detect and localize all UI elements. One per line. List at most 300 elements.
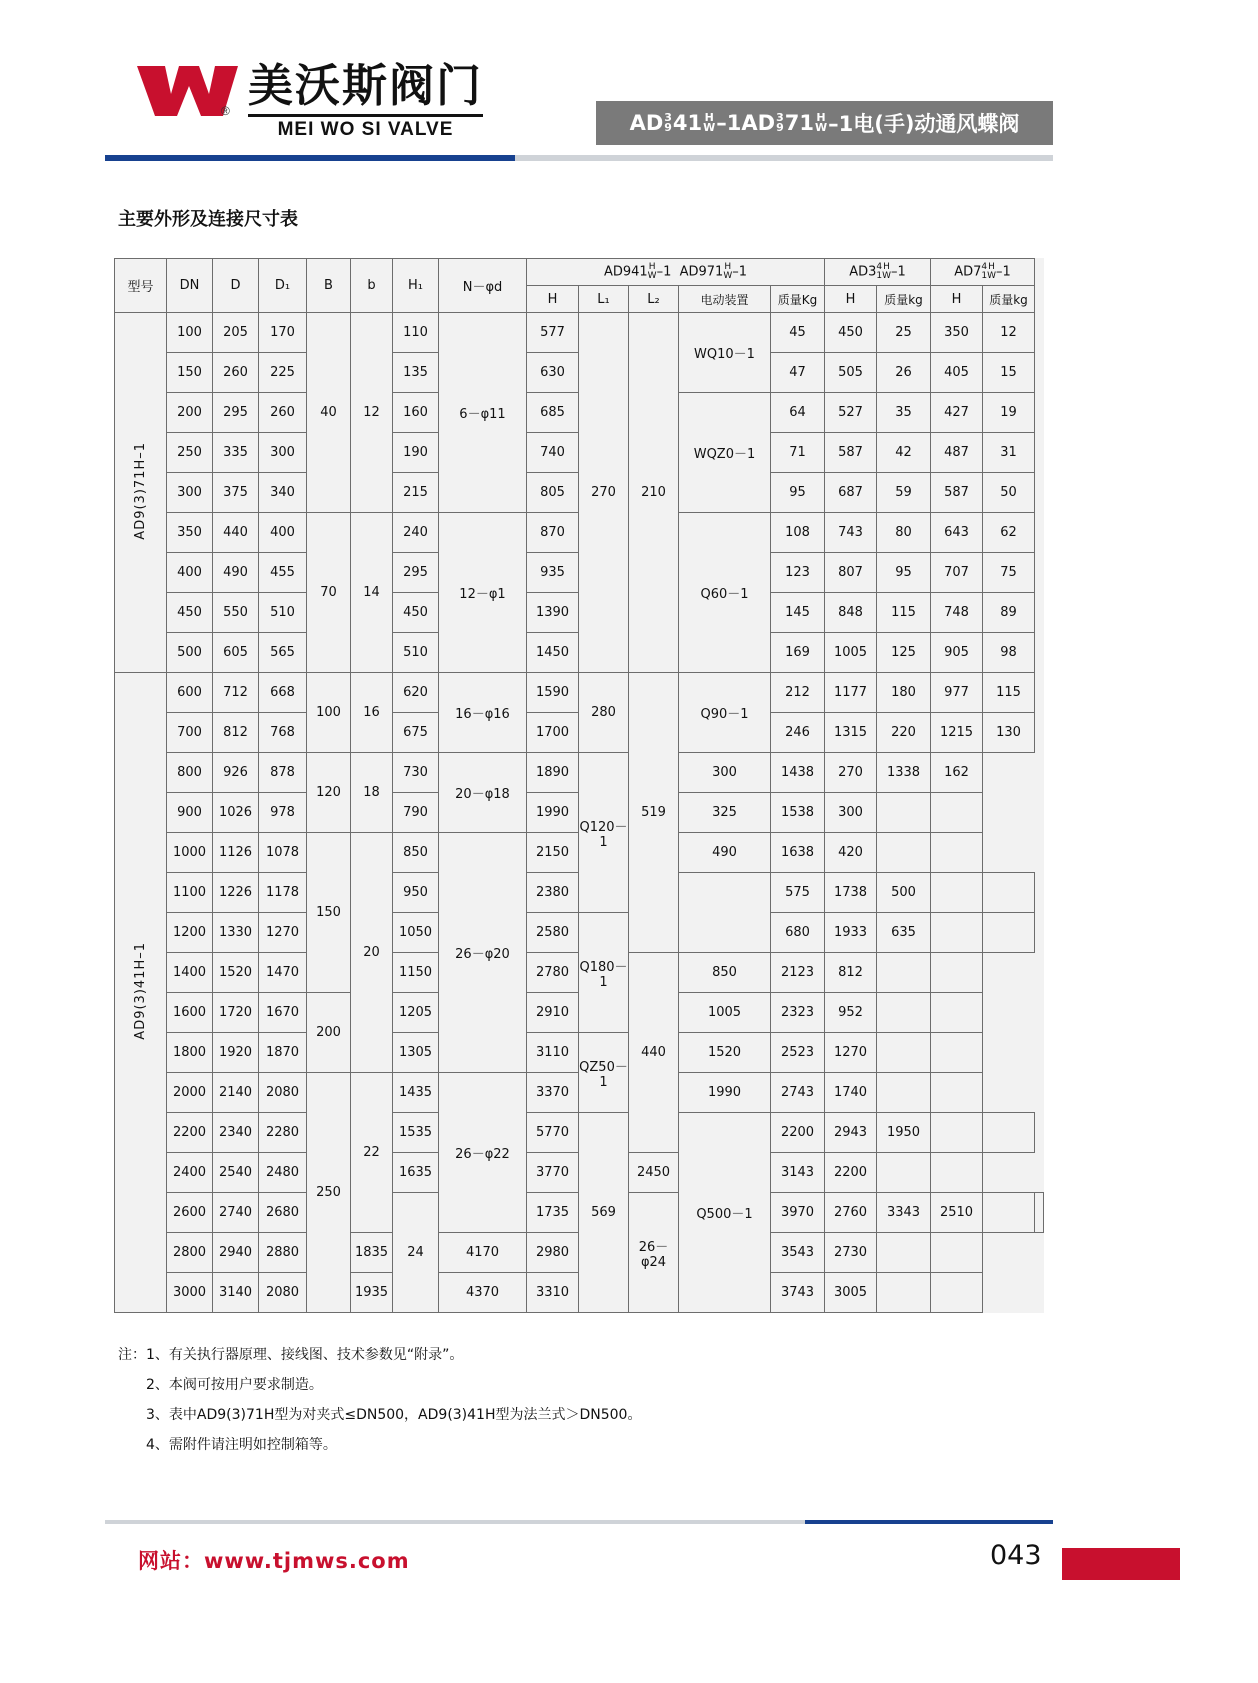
cell-mass1: 95 — [771, 473, 825, 513]
cell-h: 1390 — [527, 593, 579, 633]
note-4: 4、需附件请注明如控制箱等。 — [146, 1437, 337, 1453]
cell-d: 2740 — [213, 1193, 259, 1233]
cell-d1: 2480 — [259, 1153, 307, 1193]
cell-mass1: 64 — [771, 393, 825, 433]
cell-nd: 20－φ18 — [439, 753, 527, 833]
cell-h2: 1005 — [825, 633, 877, 673]
cell-mass3: 162 — [931, 753, 983, 793]
cell-dn: 3000 — [167, 1273, 213, 1313]
section-title: 主要外形及连接尺寸表 — [118, 209, 298, 230]
footer-divider — [105, 1520, 1053, 1524]
cell-h3: 427 — [931, 393, 983, 433]
cell-h2: 3743 — [771, 1273, 825, 1313]
th-group-ad371: AD3 4 1 H W –1 — [825, 259, 931, 286]
cell-h3 — [877, 1153, 931, 1193]
cell-d: 2340 — [213, 1113, 259, 1153]
title-frac1-bot: 9 — [664, 121, 672, 134]
cell-h2: 687 — [825, 473, 877, 513]
cell-d: 1920 — [213, 1033, 259, 1073]
cell-h2: 1315 — [825, 713, 877, 753]
cell-dn: 800 — [167, 753, 213, 793]
cell-h1: 160 — [393, 393, 439, 433]
cell-mass3 — [931, 1073, 983, 1113]
cell-h1: 240 — [393, 513, 439, 553]
cell-h3: 905 — [931, 633, 983, 673]
th-actuator: 电动装置 — [679, 286, 771, 313]
table-row — [115, 753, 1044, 793]
row-group-label-2: AD9(3)41H–1 — [115, 673, 167, 1313]
dimensions-table-wrap — [114, 258, 1044, 1313]
cell-dn: 2000 — [167, 1073, 213, 1113]
cell-b: 200 — [307, 993, 351, 1073]
cell-dn: 700 — [167, 713, 213, 753]
cell-mass1: 325 — [679, 793, 771, 833]
note-1: 注：1、有关执行器原理、接线图、技术参数见“附录”。 — [118, 1347, 464, 1363]
table-header-row-1 — [115, 259, 1044, 286]
cell-d1: 400 — [259, 513, 307, 553]
cell-mass3: 31 — [983, 433, 1035, 473]
brand-logo — [135, 60, 483, 141]
cell-dn: 350 — [167, 513, 213, 553]
cell-mass2: 1950 — [877, 1113, 931, 1153]
cell-h2: 1177 — [825, 673, 877, 713]
cell-h1: 450 — [393, 593, 439, 633]
cell-mass3 — [931, 833, 983, 873]
page-title — [596, 101, 1053, 145]
cell-h2: 2123 — [771, 953, 825, 993]
cell-dn: 1100 — [167, 873, 213, 913]
title-frac3-top: 3 — [776, 111, 784, 124]
cell-mass1: 3310 — [527, 1273, 579, 1313]
cell-l2: 519 — [629, 673, 679, 953]
cell-h: 1590 — [527, 673, 579, 713]
cell-d: 440 — [213, 513, 259, 553]
brand-name-cn: 美沃斯阀门 — [248, 59, 484, 112]
cell-mass3 — [983, 873, 1035, 913]
th-h-2: H — [825, 286, 877, 313]
cell-h1: 510 — [393, 633, 439, 673]
cell-h: 1990 — [527, 793, 579, 833]
cell-mass2: 3005 — [825, 1273, 877, 1313]
cell-d1: 510 — [259, 593, 307, 633]
th-h: H — [527, 286, 579, 313]
cell-h3: 1338 — [877, 753, 931, 793]
cell-dn: 600 — [167, 673, 213, 713]
th-b-upper: B — [307, 259, 351, 313]
cell-mass3: 115 — [983, 673, 1035, 713]
cell-h1: 215 — [393, 473, 439, 513]
cell-d: 205 — [213, 313, 259, 353]
th-dn: DN — [167, 259, 213, 313]
cell-d1: 1470 — [259, 953, 307, 993]
cell-dn: 500 — [167, 633, 213, 673]
table-row — [115, 1113, 1044, 1153]
cell-bb: 24 — [393, 1193, 439, 1313]
cell-bb: 12 — [351, 313, 393, 513]
cell-h3 — [877, 833, 931, 873]
cell-h1: 790 — [393, 793, 439, 833]
cell-l1: 280 — [579, 673, 629, 753]
cell-d1: 1078 — [259, 833, 307, 873]
cell-h1: 1305 — [393, 1033, 439, 1073]
cell-d1: 1870 — [259, 1033, 307, 1073]
title-fraction-1 — [664, 113, 672, 133]
cell-h1: 1735 — [527, 1193, 579, 1233]
cell-h3 — [931, 913, 983, 953]
cell-h2: 2943 — [825, 1113, 877, 1153]
cell-h1: 1050 — [393, 913, 439, 953]
cell-mass3: 130 — [983, 713, 1035, 753]
cell-dn: 300 — [167, 473, 213, 513]
cell-mass3: 75 — [983, 553, 1035, 593]
cell-h: 805 — [527, 473, 579, 513]
cell-bb: 18 — [351, 753, 393, 833]
cell-mass2: 80 — [877, 513, 931, 553]
cell-h1: 850 — [393, 833, 439, 873]
cell-h2: 1933 — [825, 913, 877, 953]
th-h-3: H — [931, 286, 983, 313]
cell-mass3: 12 — [983, 313, 1035, 353]
cell-dn: 200 — [167, 393, 213, 433]
th-l1: L₁ — [579, 286, 629, 313]
cell-h: 1700 — [527, 713, 579, 753]
cell-dn: 450 — [167, 593, 213, 633]
cell-dn: 1000 — [167, 833, 213, 873]
cell-h3 — [931, 873, 983, 913]
cell-mass3 — [931, 953, 983, 993]
cell-d1: 978 — [259, 793, 307, 833]
cell-mass2: 2200 — [825, 1153, 877, 1193]
cell-mass3 — [931, 1233, 983, 1273]
title-frac2-top: H — [704, 111, 714, 124]
cell-d: 295 — [213, 393, 259, 433]
cell-h: 2910 — [527, 993, 579, 1033]
table-row — [115, 1033, 1044, 1073]
cell-mass2: 500 — [877, 873, 931, 913]
title-frac4-bot: W — [814, 121, 828, 134]
cell-l1: 270 — [579, 313, 629, 673]
cell-d: 550 — [213, 593, 259, 633]
cell-bb: 16 — [351, 673, 393, 753]
cell-h2: 743 — [825, 513, 877, 553]
cell-d1: 2880 — [259, 1233, 307, 1273]
cell-h2: 1638 — [771, 833, 825, 873]
cell-dn: 150 — [167, 353, 213, 393]
title-fraction-4 — [815, 113, 827, 133]
cell-l2-mid — [679, 873, 771, 953]
cell-h: 2150 — [527, 833, 579, 873]
cell-mass2: 2730 — [825, 1233, 877, 1273]
cell-d1: 2080 — [259, 1273, 307, 1313]
cell-mass3: 50 — [983, 473, 1035, 513]
cell-h2: 807 — [825, 553, 877, 593]
registered-mark: ® — [221, 104, 230, 118]
cell-bb: 20 — [351, 833, 393, 1073]
cell-b: 40 — [307, 313, 351, 513]
cell-h3 — [877, 793, 931, 833]
th-mass-1: 质量Kg — [771, 286, 825, 313]
cell-h1: 950 — [393, 873, 439, 913]
cell-h: 1450 — [527, 633, 579, 673]
cell-h1: 135 — [393, 353, 439, 393]
cell-actuator: WQZ0－1 — [679, 393, 771, 513]
cell-mass3 — [931, 793, 983, 833]
cell-mass3: 89 — [983, 593, 1035, 633]
cell-b: 250 — [307, 1073, 351, 1313]
cell-h2: 2323 — [771, 993, 825, 1033]
footer-accent-block — [1062, 1548, 1180, 1580]
cell-d1: 668 — [259, 673, 307, 713]
cell-mass1: 246 — [771, 713, 825, 753]
th-d: D — [213, 259, 259, 313]
cell-h2: 587 — [825, 433, 877, 473]
cell-d1: 170 — [259, 313, 307, 353]
cell-mass3: 62 — [983, 513, 1035, 553]
cell-h1: 190 — [393, 433, 439, 473]
cell-h3: 1215 — [931, 713, 983, 753]
cell-mass2: 180 — [877, 673, 931, 713]
cell-d: 1720 — [213, 993, 259, 1033]
brand-text — [248, 60, 483, 141]
cell-actuator: QZ50－1 — [579, 1033, 629, 1113]
cell-h1: 295 — [393, 553, 439, 593]
cell-mass3 — [931, 1153, 983, 1193]
cell-mass1: 850 — [679, 953, 771, 993]
cell-mass2: 25 — [877, 313, 931, 353]
cell-h: 685 — [527, 393, 579, 433]
cell-mass2: 1270 — [825, 1033, 877, 1073]
cell-nd: 26－φ20 — [439, 833, 527, 1073]
cell-mass2: 125 — [877, 633, 931, 673]
cell-mass1: 1990 — [679, 1073, 771, 1113]
cell-mass2: 300 — [825, 793, 877, 833]
cell-d: 490 — [213, 553, 259, 593]
cell-actuator: Q500－1 — [679, 1113, 771, 1313]
cell-d1: 768 — [259, 713, 307, 753]
cell-d1: 260 — [259, 393, 307, 433]
cell-d: 812 — [213, 713, 259, 753]
cell-h2: 3143 — [771, 1153, 825, 1193]
cell-mass1: 300 — [679, 753, 771, 793]
title-fraction-3 — [776, 113, 784, 133]
cell-actuator: Q60－1 — [679, 513, 771, 673]
cell-dn: 1400 — [167, 953, 213, 993]
cell-h3 — [877, 1073, 931, 1113]
cell-mass1: 1520 — [679, 1033, 771, 1073]
cell-mass2: 59 — [877, 473, 931, 513]
cell-mass3 — [983, 1113, 1035, 1153]
cell-dn: 400 — [167, 553, 213, 593]
cell-dn: 2600 — [167, 1193, 213, 1233]
cell-d1: 455 — [259, 553, 307, 593]
cell-mass2: 35 — [877, 393, 931, 433]
cell-dn: 2800 — [167, 1233, 213, 1273]
cell-d1: 225 — [259, 353, 307, 393]
cell-b: 100 — [307, 673, 351, 753]
cell-d: 375 — [213, 473, 259, 513]
cell-mass2: 95 — [877, 553, 931, 593]
cell-mass1: 45 — [771, 313, 825, 353]
cell-h1: 1635 — [393, 1153, 439, 1193]
cell-h2: 3343 — [877, 1193, 931, 1233]
table-row — [115, 313, 1044, 353]
cell-l2: 569 — [579, 1113, 629, 1313]
cell-h1: 110 — [393, 313, 439, 353]
dimensions-table — [114, 258, 1044, 1313]
cell-d: 3140 — [213, 1273, 259, 1313]
th-h1: H₁ — [393, 259, 439, 313]
title-part-1: AD — [629, 111, 664, 135]
cell-h: 2380 — [527, 873, 579, 913]
cell-h: 577 — [527, 313, 579, 353]
cell-d1: 1670 — [259, 993, 307, 1033]
cell-mass3: 98 — [983, 633, 1035, 673]
cell-b: 150 — [307, 833, 351, 993]
cell-h2: 1438 — [771, 753, 825, 793]
cell-d1: 340 — [259, 473, 307, 513]
cell-h3: 405 — [931, 353, 983, 393]
cell-h3: 707 — [931, 553, 983, 593]
cell-d1: 2680 — [259, 1193, 307, 1233]
cell-h: 3110 — [527, 1033, 579, 1073]
cell-dn: 1600 — [167, 993, 213, 1033]
logo-mark-icon — [135, 60, 240, 122]
cell-h: 4370 — [439, 1273, 527, 1313]
title-fraction-2 — [703, 113, 715, 133]
cell-d: 605 — [213, 633, 259, 673]
cell-h1: 675 — [393, 713, 439, 753]
cell-h3 — [931, 1113, 983, 1153]
cell-dn: 1800 — [167, 1033, 213, 1073]
cell-actuator: WQ10－1 — [679, 313, 771, 393]
cell-mass1: 490 — [679, 833, 771, 873]
cell-h: 3770 — [527, 1153, 579, 1193]
cell-d1: 565 — [259, 633, 307, 673]
table-row — [115, 913, 1044, 953]
cell-h: 630 — [527, 353, 579, 393]
cell-d: 2140 — [213, 1073, 259, 1113]
cell-nd: 26－φ24 — [629, 1193, 679, 1313]
cell-mass2: 952 — [825, 993, 877, 1033]
cell-mass2: 420 — [825, 833, 877, 873]
cell-b: 120 — [307, 753, 351, 833]
cell-d: 1330 — [213, 913, 259, 953]
cell-actuator: Q120－1 — [579, 753, 629, 913]
cell-nd: 12－φ1 — [439, 513, 527, 673]
page-header — [0, 0, 1258, 175]
cell-nd: 6－φ11 — [439, 313, 527, 513]
th-nphid: N－φd — [439, 259, 527, 313]
cell-dn: 250 — [167, 433, 213, 473]
title-part-5: –1电(手)动通风蝶阀 — [828, 112, 1020, 136]
th-b-lower: b — [351, 259, 393, 313]
cell-mass1: 680 — [771, 913, 825, 953]
cell-d: 926 — [213, 753, 259, 793]
cell-mass3 — [1035, 1193, 1044, 1233]
footer-website[interactable]: 网站：www.tjmws.com — [138, 1549, 410, 1573]
cell-mass1: 2980 — [527, 1233, 579, 1273]
cell-mass1: 169 — [771, 633, 825, 673]
cell-d: 335 — [213, 433, 259, 473]
cell-mass3 — [931, 1273, 983, 1313]
cell-l2: 210 — [629, 313, 679, 673]
cell-h3: 587 — [931, 473, 983, 513]
cell-h: 2580 — [527, 913, 579, 953]
cell-h1: 620 — [393, 673, 439, 713]
th-l2: L₂ — [629, 286, 679, 313]
cell-mass1: 2200 — [771, 1113, 825, 1153]
cell-h2: 1738 — [825, 873, 877, 913]
cell-d: 1226 — [213, 873, 259, 913]
th-group-ad941-ad971: AD941 H W –1 AD971 H W –1 — [527, 259, 825, 286]
cell-d: 712 — [213, 673, 259, 713]
brand-name-en: MEI WO SI VALVE — [248, 114, 483, 141]
cell-h3: 643 — [931, 513, 983, 553]
cell-mass2: 115 — [877, 593, 931, 633]
cell-mass2: 220 — [877, 713, 931, 753]
cell-h: 2780 — [527, 953, 579, 993]
page-number: 043 — [990, 1540, 1042, 1571]
cell-h2: 527 — [825, 393, 877, 433]
note-3: 3、表中AD9(3)71H型为对夹式≤DN500，AD9(3)41H型为法兰式＞DN500。 — [146, 1407, 642, 1423]
cell-nd: 16－φ16 — [439, 673, 527, 753]
cell-mass3 — [931, 993, 983, 1033]
cell-h: 1890 — [527, 753, 579, 793]
cell-mass1: 575 — [771, 873, 825, 913]
header-divider — [105, 155, 1053, 161]
cell-d1: 2280 — [259, 1113, 307, 1153]
cell-mass1: 2760 — [825, 1193, 877, 1233]
cell-mass1: 108 — [771, 513, 825, 553]
title-part-3: –1AD — [716, 111, 776, 135]
cell-bb: 22 — [351, 1073, 393, 1233]
cell-h3 — [877, 993, 931, 1033]
cell-d1: 300 — [259, 433, 307, 473]
th-d1: D₁ — [259, 259, 307, 313]
cell-mass3: 15 — [983, 353, 1035, 393]
cell-h3: 748 — [931, 593, 983, 633]
cell-dn: 100 — [167, 313, 213, 353]
cell-mass1: 123 — [771, 553, 825, 593]
cell-h1: 1535 — [393, 1113, 439, 1153]
cell-actuator: Q180－1 — [579, 913, 629, 1033]
cell-h: 3370 — [527, 1073, 579, 1113]
cell-h: 4170 — [439, 1233, 527, 1273]
cell-mass2: 2510 — [931, 1193, 983, 1233]
cell-d: 2940 — [213, 1233, 259, 1273]
cell-h: 3970 — [771, 1193, 825, 1233]
title-frac3-bot: 9 — [776, 121, 784, 134]
cell-mass2: 812 — [825, 953, 877, 993]
cell-mass2: 635 — [877, 913, 931, 953]
cell-d: 1026 — [213, 793, 259, 833]
cell-h3 — [877, 1033, 931, 1073]
cell-mass1: 71 — [771, 433, 825, 473]
cell-h: 935 — [527, 553, 579, 593]
cell-mass3: 19 — [983, 393, 1035, 433]
cell-d1: 2080 — [259, 1073, 307, 1113]
cell-h: 870 — [527, 513, 579, 553]
cell-h2: 450 — [825, 313, 877, 353]
th-mass-2: 质量kg — [877, 286, 931, 313]
notes-block — [118, 1340, 1018, 1460]
cell-mass2: 270 — [825, 753, 877, 793]
cell-l1: 440 — [629, 953, 679, 1153]
cell-b: 70 — [307, 513, 351, 673]
title-part-2: 41 — [672, 111, 703, 135]
cell-mass1: 145 — [771, 593, 825, 633]
cell-h3: 350 — [931, 313, 983, 353]
